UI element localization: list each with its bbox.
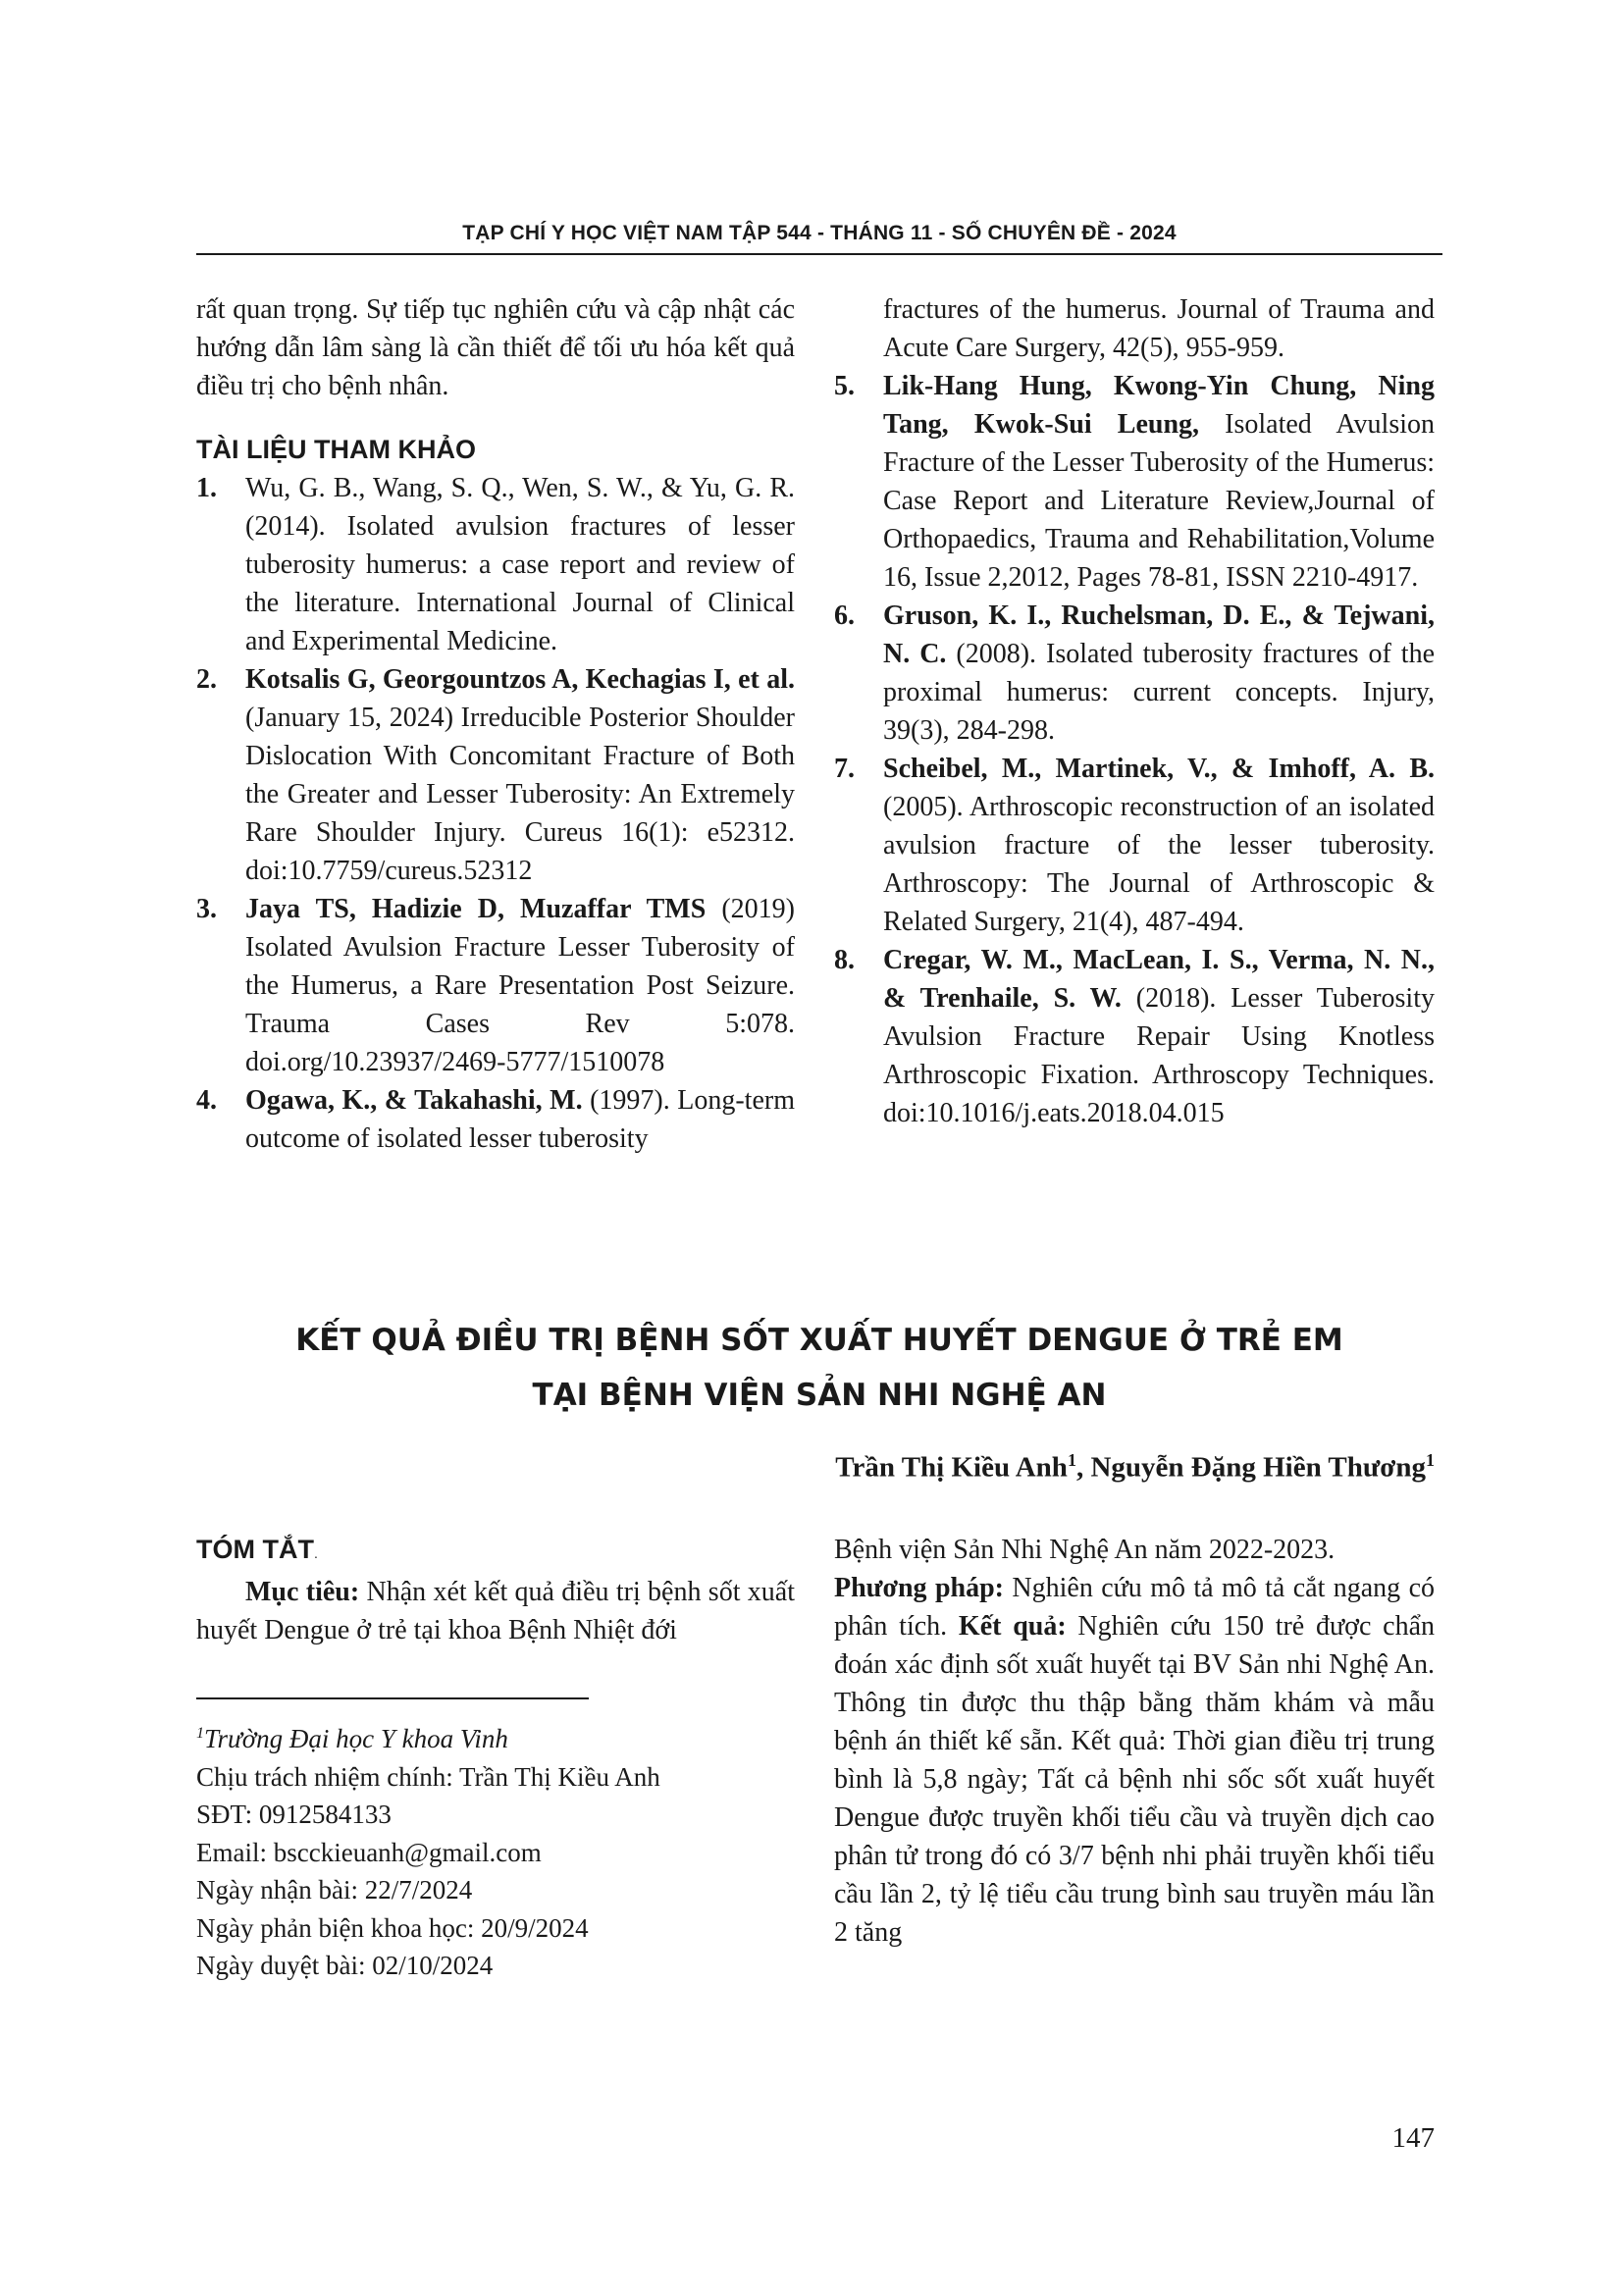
result-label: Kết quả:: [958, 1611, 1067, 1642]
reference-continuation: fractures of the humerus. Journal of Trauma and Acute Care Surgery, 42(5), 955-959.: [883, 294, 1435, 363]
article-title: [196, 1313, 1442, 1423]
footnote-line: Ngày nhận bài: 22/7/2024: [196, 1875, 473, 1905]
right-column-bottom: [834, 1531, 1435, 1952]
footnote-line: SĐT: 0912584133: [196, 1800, 392, 1829]
reference-authors: Ogawa, K., & Takahashi, M.: [245, 1085, 583, 1116]
reference-authors: Jaya TS, Hadizie D, Muzaffar TMS: [245, 894, 707, 924]
footnote-rule: [196, 1697, 589, 1699]
left-column-bottom: [196, 1531, 795, 1649]
reference-authors: Gruson, K. I., Ruchelsman, D. E., & Tejwani, N. C.: [883, 600, 1435, 669]
reference-text: (2005). Arthroscopic reconstruction of an isolated avulsion fracture of the lesser tuberosity. Arthroscopy: The Journal of Arthroscopic & Related Surgery, 21(4), 487-494.: [883, 792, 1435, 937]
author-affiliation-mark: 1: [1426, 1450, 1435, 1470]
reference-number: 2.: [196, 664, 217, 695]
article-title-line-2: TẠI BỆNH VIỆN SẢN NHI NGHỆ AN: [532, 1378, 1107, 1413]
reference-item: [834, 941, 1435, 1132]
conclusion-tail: rất quan trọng. Sự tiếp tục nghiên cứu và cập nhật các hướng dẫn lâm sàng là cần thiết để tối ưu hóa kết quả điều trị cho bệnh nhân.: [196, 294, 795, 401]
reference-item: [834, 597, 1435, 750]
reference-authors: Lik-Hang Hung, Kwong-Yin Chung, Ning Tang, Kwok-Sui Leung,: [883, 371, 1435, 440]
footnotes: [196, 1715, 795, 1985]
reference-number: 1.: [196, 473, 217, 503]
summary-objective: [196, 1573, 795, 1649]
reference-text: Wu, G. B., Wang, S. Q., Wen, S. W., & Yu, G. R. (2014). Isolated avulsion fractures of lesser tuberosity humerus: a case report and review of the literature. International Journal of Clinical and Experimental Medicine.: [245, 473, 795, 656]
reference-item: [196, 660, 795, 890]
journal-header: TẠP CHÍ Y HỌC VIỆT NAM TẬP 544 - THÁNG 11 - SỐ CHUYÊN ĐỀ - 2024: [462, 222, 1177, 244]
reference-text: Isolated Avulsion Fracture of the Lesser Tuberosity of the Humerus: Case Report and Literature Review,Journal of Orthopaedics, Trauma and Rehabilitation,Volume 16, Issue 2,2012, Pages 78-81, ISSN 2210-4917.: [883, 409, 1435, 593]
references-heading: TÀI LIỆU THAM KHẢO: [196, 435, 476, 464]
reference-number: 7.: [834, 754, 855, 784]
reference-authors: Kotsalis G, Georgountzos A, Kechagias I, et al.: [245, 664, 795, 695]
article-authors: [835, 1450, 1435, 1485]
reference-text: (1997). Long-term outcome of isolated lesser tuberosity: [245, 1085, 795, 1154]
reference-text: (2019) Isolated Avulsion Fracture Lesser Tuberosity of the Humerus, a Rare Presentation Post Seizure. Trauma Cases Rev 5:078. doi.org/10.23937/2469-5777/1510078: [245, 894, 795, 1077]
page-number: 147: [1391, 2122, 1435, 2154]
method-label: Phương pháp:: [834, 1573, 1004, 1603]
reference-item: [196, 890, 795, 1081]
reference-text: (January 15, 2024) Irreducible Posterior Shoulder Dislocation With Concomitant Fracture of Both the Greater and Lesser Tuberosity: An Extremely Rare Shoulder Injury. Cureus 16(1): e52312. doi:10.7759/cureus.52312: [245, 703, 795, 886]
method-text: Nghiên cứu mô tả mô tả cắt ngang có phân tích.: [834, 1573, 1435, 1642]
reference-authors: Scheibel, M., Martinek, V., & Imhoff, A. B.: [883, 754, 1435, 784]
reference-number: 8.: [834, 945, 855, 975]
right-column-top: [834, 290, 1435, 1132]
reference-text: (2008). Isolated tuberosity fractures of the proximal humerus: current concepts. Injury, 39(3), 284-298.: [883, 639, 1435, 746]
footnote-line: Email: bscckieuanh@gmail.com: [196, 1837, 542, 1867]
objective-continuation: Bệnh viện Sản Nhi Nghệ An năm 2022-2023.: [834, 1535, 1336, 1565]
reference-text: (2018). Lesser Tuberosity Avulsion Fracture Repair Using Knotless Arthroscopic Fixation. Arthroscopy Techniques. doi:10.1016/j.eats.2018.04.015: [883, 983, 1435, 1128]
author-affiliation-mark: 1: [1067, 1450, 1076, 1470]
footnote-affiliation: $^1$Trường Đại học Y khoa Vinh: [196, 1724, 508, 1753]
objective-text: Nhận xét kết quả điều trị bệnh sốt xuất huyết Dengue ở trẻ tại khoa Bệnh Nhiệt đới: [196, 1577, 796, 1645]
author-separator: ,: [1075, 1451, 1091, 1484]
footnote-line: Chịu trách nhiệm chính: Trần Thị Kiều Anh: [196, 1761, 660, 1792]
reference-number: 6.: [834, 600, 855, 631]
reference-item: [834, 750, 1435, 941]
author-name: Nguyễn Đặng Hiền Thương: [1090, 1451, 1426, 1484]
summary-heading: TÓM TẮT.: [196, 1535, 318, 1564]
article-title-line-1: KẾT QUẢ ĐIỀU TRỊ BỆNH SỐT XUẤT HUYẾT DENGUE Ở TRẺ EM: [295, 1323, 1343, 1358]
author-name: Trần Thị Kiều Anh: [835, 1451, 1068, 1484]
reference-authors: Cregar, W. M., MacLean, I. S., Verma, N. N., & Trenhaile, S. W.: [883, 945, 1435, 1014]
objective-label: Mục tiêu:: [245, 1577, 360, 1607]
footnote-line: Ngày phản biện khoa học: 20/9/2024: [196, 1912, 589, 1943]
left-column-top: [196, 290, 795, 1158]
reference-item: [834, 367, 1435, 597]
reference-item: [196, 1081, 795, 1158]
reference-number: 5.: [834, 371, 855, 401]
reference-number: 3.: [196, 894, 217, 924]
header-rule: [196, 253, 1442, 255]
reference-number: 4.: [196, 1085, 217, 1116]
result-text: Nghiên cứu 150 trẻ được chẩn đoán xác định sốt xuất huyết tại BV Sản nhi Nghệ An. Thông tin được thu thập bằng thăm khám và mẫu bệnh án thiết kế sẵn. Kết quả: Thời gian điều trị trung bình là 5,8 ngày; Tất cả bệnh nhi sốc sốt xuất huyết Dengue được truyền khối tiểu cầu và truyền dịch cao phân tử trong đó có 3/7 bệnh nhi phải truyền khối tiểu cầu lần 2, tỷ lệ tiểu cầu trung bình sau truyền máu lần 2 tăng: [834, 1611, 1435, 1948]
summary-method-results: [834, 1569, 1435, 1952]
footnote-line: Ngày duyệt bài: 02/10/2024: [196, 1951, 494, 1980]
reference-item: [196, 469, 795, 660]
